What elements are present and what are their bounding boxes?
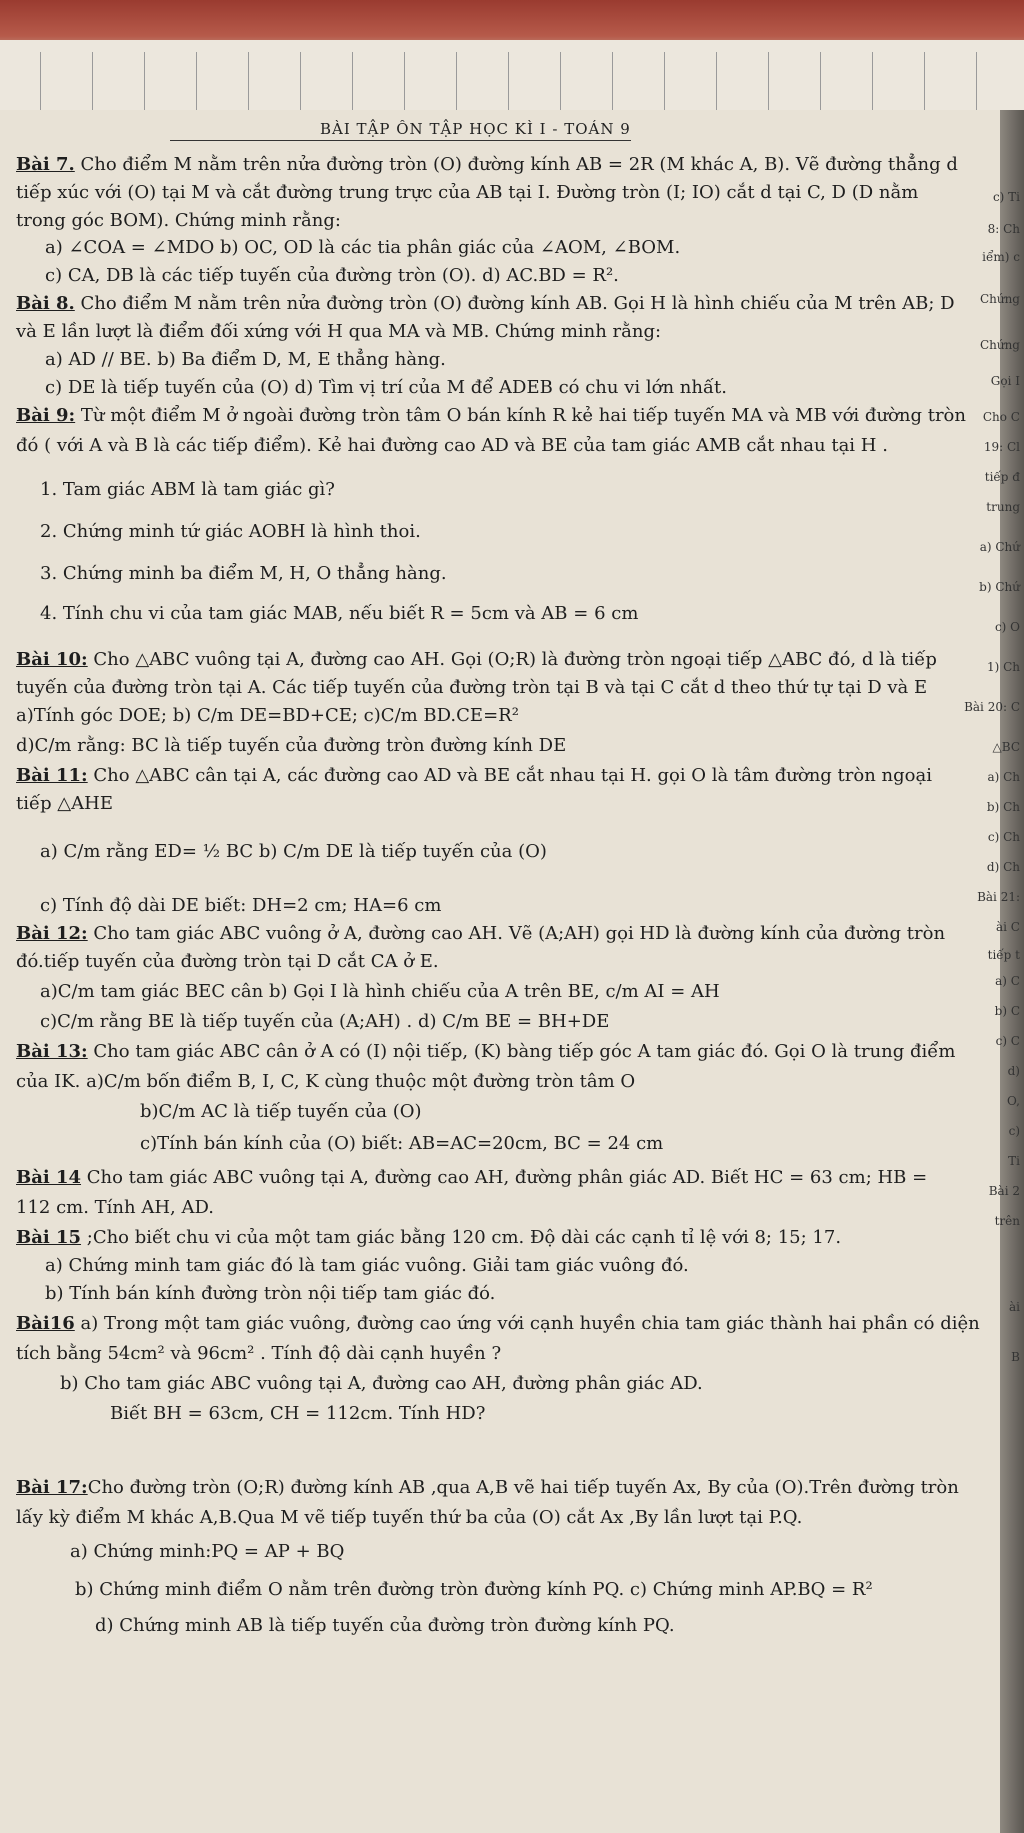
page-title: BÀI TẬP ÔN TẬP HỌC KÌ I - TOÁN 9 xyxy=(320,120,631,138)
line-text: 4. Tính chu vi của tam giác MAB, nếu biết R = 5cm và AB = 6 cm xyxy=(40,603,639,624)
line-text: đó ( với A và B là các tiếp điểm). Kẻ hai đường cao AD và BE của tam giác AMB cắt nhau tại H . xyxy=(16,435,888,456)
exercise-number: Bài 12: xyxy=(16,923,88,944)
margin-fragment: Chứng xyxy=(979,338,1020,352)
line-text: và E lần lượt là điểm đối xứng với H qua MA và MB. Chứng minh rằng: xyxy=(16,321,662,342)
text-line-b16d xyxy=(110,1404,485,1424)
text-line-b14b xyxy=(16,1198,214,1218)
margin-fragment: Bài 20: C xyxy=(964,700,1020,714)
text-line-b12b xyxy=(16,952,439,972)
line-text: Cho △ABC cân tại A, các đường cao AD và BE cắt nhau tại H. gọi O là tâm đường tròn ngoại xyxy=(87,765,932,786)
margin-fragment: 8: Ch xyxy=(987,222,1020,236)
text-line-b13d xyxy=(140,1134,663,1154)
text-line-b9a xyxy=(16,406,966,426)
margin-fragment: c) Ch xyxy=(987,830,1020,844)
line-text: a) C/m rằng ED= ½ BC b) C/m DE là tiếp tuyến của (O) xyxy=(40,841,547,862)
text-line-b17e xyxy=(95,1616,675,1636)
margin-fragment: trung xyxy=(986,500,1020,514)
line-text: a)Tính góc DOE; b) C/m DE=BD+CE; c)C/m BD.CE=R² xyxy=(16,705,519,726)
exercise-number: Bài 11: xyxy=(16,765,88,786)
line-text: 112 cm. Tính AH, AD. xyxy=(16,1197,214,1218)
line-text: Cho đường tròn (O;R) đường kính AB ,qua A,B vẽ hai tiếp tuyến Ax, By của (O).Trên đường tròn xyxy=(87,1477,959,1498)
margin-fragment: b) Ch xyxy=(986,800,1020,814)
exercise-number: Bài 15 xyxy=(16,1227,82,1248)
line-text: c) DE là tiếp tuyến của (O) d) Tìm vị trí của M để ADEB có chu vi lớn nhất. xyxy=(45,377,727,398)
line-text: trong góc BOM). Chứng minh rằng: xyxy=(16,210,341,231)
line-text: c)C/m rằng BE là tiếp tuyến của (A;AH) . d) C/m BE = BH+DE xyxy=(40,1011,610,1032)
text-line-b17d xyxy=(75,1580,873,1600)
margin-fragment: tiếp đ xyxy=(984,470,1020,484)
margin-fragment: b) C xyxy=(994,1004,1020,1018)
text-line-b15a xyxy=(16,1228,841,1248)
line-text: Cho △ABC vuông tại A, đường cao AH. Gọi (O;R) là đường tròn ngoại tiếp △ABC đó, d là tiếp xyxy=(87,649,937,670)
text-line-b10c xyxy=(16,706,519,726)
text-line-b12a xyxy=(16,924,945,944)
text-line-b7a xyxy=(16,155,958,175)
text-line-b12d xyxy=(40,1012,609,1032)
text-line-b16c xyxy=(60,1374,703,1394)
line-text: a) Chứng minh tam giác đó là tam giác vuông. Giải tam giác vuông đó. xyxy=(45,1255,689,1276)
exercise-number: Bài 8. xyxy=(16,293,75,314)
line-text: Cho tam giác ABC vuông tại A, đường cao AH, đường phân giác AD. Biết HC = 63 cm; HB = xyxy=(81,1167,928,1188)
line-text: của IK. a)C/m bốn điểm B, I, C, K cùng thuộc một đường tròn tâm O xyxy=(16,1071,636,1092)
line-text: d)C/m rằng: BC là tiếp tuyến của đường tròn đường kính DE xyxy=(16,735,567,756)
line-text: a) Trong một tam giác vuông, đường cao ứng với cạnh huyền chia tam giác thành hai phần có diện xyxy=(74,1313,980,1334)
margin-fragment: c) Ti xyxy=(992,190,1020,204)
text-line-b15b xyxy=(45,1256,689,1276)
line-text: Cho tam giác ABC cân ở A có (I) nội tiếp, (K) bàng tiếp góc A tam giác đó. Gọi O là trung điểm xyxy=(87,1041,956,1062)
exercise-number: Bài 9: xyxy=(16,405,76,426)
text-line-b9b xyxy=(16,436,888,456)
text-line-b11d xyxy=(40,896,441,916)
text-line-b10d xyxy=(16,736,566,756)
line-text: Cho tam giác ABC vuông ở A, đường cao AH. Vẽ (A;AH) gọi HD là đường kính của đường tròn xyxy=(87,923,946,944)
margin-fragment: a) Ch xyxy=(987,770,1020,784)
text-line-b17b xyxy=(16,1508,802,1528)
margin-fragment: ài C xyxy=(996,920,1020,934)
margin-fragment: Gọi I xyxy=(990,374,1020,388)
line-text: b) Chứng minh điểm O nằm trên đường tròn đường kính PQ. c) Chứng minh AP.BQ = R² xyxy=(75,1579,873,1600)
margin-fragment: c) O xyxy=(994,620,1020,634)
margin-fragment: c) xyxy=(1008,1124,1020,1138)
margin-fragment: O, xyxy=(1007,1094,1020,1108)
text-line-b13c xyxy=(140,1102,422,1122)
line-text: b)C/m AC là tiếp tuyến của (O) xyxy=(140,1101,422,1122)
text-line-b10a xyxy=(16,650,937,670)
text-line-b8c xyxy=(45,350,446,370)
text-line-b9f xyxy=(40,604,638,624)
text-line-b17c xyxy=(70,1542,344,1562)
margin-fragment: c) C xyxy=(995,1034,1020,1048)
line-text: 3. Chứng minh ba điểm M, H, O thẳng hàng. xyxy=(40,563,447,584)
margin-fragment: tiếp t xyxy=(987,948,1020,962)
line-text: a) AD // BE. b) Ba điểm D, M, E thẳng hàng. xyxy=(45,349,446,370)
exercise-number: Bài 7. xyxy=(16,154,75,175)
line-text: tuyến của đường tròn tại A. Các tiếp tuyến của đường tròn tại B và tại C cắt d theo thứ tự tại D và E xyxy=(16,677,928,698)
text-line-b16b xyxy=(16,1344,501,1364)
margin-fragment: ài xyxy=(1009,1300,1020,1314)
margin-fragment: 1) Ch xyxy=(986,660,1020,674)
text-line-b16a xyxy=(16,1314,980,1334)
text-line-b11a xyxy=(16,766,932,786)
text-line-b9d xyxy=(40,522,421,542)
line-text: b) Cho tam giác ABC vuông tại A, đường cao AH, đường phân giác AD. xyxy=(60,1373,703,1394)
line-text: Từ một điểm M ở ngoài đường tròn tâm O bán kính R kẻ hai tiếp tuyến MA và MB với đường tròn xyxy=(75,405,966,426)
line-text: tiếp xúc với (O) tại M và cắt đường trung trực của AB tại I. Đường tròn (I; IO) cắt d tại C, D (D nằm xyxy=(16,182,919,203)
margin-fragment: Cho C xyxy=(982,410,1020,424)
text-line-b11c xyxy=(40,842,547,862)
margin-fragment: 19: Cl xyxy=(983,440,1020,454)
margin-fragment: d) xyxy=(1007,1064,1020,1078)
exercise-number: Bài 13: xyxy=(16,1041,88,1062)
margin-fragment: a) C xyxy=(995,974,1020,988)
text-line-b11b xyxy=(16,794,113,814)
margin-fragment: a) Chứ xyxy=(979,540,1020,554)
margin-fragment: Bài 2 xyxy=(988,1184,1020,1198)
line-text: 1. Tam giác ABM là tam giác gì? xyxy=(40,479,335,500)
line-text: a)C/m tam giác BEC cân b) Gọi I là hình chiếu của A trên BE, c/m AI = AH xyxy=(40,981,720,1002)
exercise-number: Bài 10: xyxy=(16,649,88,670)
line-text: a) ∠COA = ∠MDO b) OC, OD là các tia phân giác của ∠AOM, ∠BOM. xyxy=(45,237,681,258)
text-line-b7d xyxy=(45,238,680,258)
margin-fragment: b) Chứ xyxy=(979,580,1020,594)
exercise-number: Bài 17: xyxy=(16,1477,88,1498)
line-text: tích bằng 54cm² và 96cm² . Tính độ dài cạnh huyền ? xyxy=(16,1343,502,1364)
line-text: c) Tính độ dài DE biết: DH=2 cm; HA=6 cm xyxy=(40,895,442,916)
text-line-b14a xyxy=(16,1168,927,1188)
exercise-number: Bài16 xyxy=(16,1313,75,1334)
margin-fragment: Bài 21: xyxy=(977,890,1020,904)
text-line-b15c xyxy=(45,1284,495,1304)
text-line-b13a xyxy=(16,1042,955,1062)
line-text: c) CA, DB là các tiếp tuyến của đường tròn (O). d) AC.BD = R². xyxy=(45,265,619,286)
text-line-b7c xyxy=(16,211,341,231)
margin-fragment: d) Ch xyxy=(986,860,1020,874)
text-line-b7b xyxy=(16,183,918,203)
line-text: 2. Chứng minh tứ giác AOBH là hình thoi. xyxy=(40,521,421,542)
line-text: lấy kỳ điểm M khác A,B.Qua M vẽ tiếp tuyến thứ ba của (O) cắt Ax ,By lần lượt tại P.Q. xyxy=(16,1507,803,1528)
margin-fragment: Chứng xyxy=(979,292,1020,306)
text-line-b8b xyxy=(16,322,661,342)
margin-fragment: △BC xyxy=(992,740,1020,754)
text-line-b17a xyxy=(16,1478,959,1498)
line-text: tiếp △AHE xyxy=(16,793,113,814)
line-text: đó.tiếp tuyến của đường tròn tại D cắt CA ở E. xyxy=(16,951,439,972)
exercise-number: Bài 14 xyxy=(16,1167,82,1188)
text-line-b12c xyxy=(40,982,720,1002)
margin-fragment: Ti xyxy=(1008,1154,1020,1168)
line-text: Cho điểm M nằm trên nửa đường tròn (O) đường kính AB. Gọi H là hình chiếu của M trên AB; D xyxy=(74,293,955,314)
page-edge-shadow xyxy=(1000,110,1024,1833)
text-line-b9c xyxy=(40,480,335,500)
text-line-b13b xyxy=(16,1072,635,1092)
text-line-b7e xyxy=(45,266,619,286)
line-text: ;Cho biết chu vi của một tam giác bằng 120 cm. Độ dài các cạnh tỉ lệ với 8; 15; 17. xyxy=(81,1227,842,1248)
line-text: Biết BH = 63cm, CH = 112cm. Tính HD? xyxy=(110,1403,486,1424)
line-text: a) Chứng minh:PQ = AP + BQ xyxy=(70,1541,345,1562)
margin-fragment: iểm) c xyxy=(982,250,1020,264)
margin-fragment: B xyxy=(1011,1350,1020,1364)
text-line-b10b xyxy=(16,678,927,698)
text-line-b9e xyxy=(40,564,447,584)
line-text: c)Tính bán kính của (O) biết: AB=AC=20cm, BC = 24 cm xyxy=(140,1133,664,1154)
margin-fragment: trên xyxy=(994,1214,1020,1228)
line-text: Cho điểm M nằm trên nửa đường tròn (O) đường kính AB = 2R (M khác A, B). Vẽ đường thẳng d xyxy=(74,154,958,175)
text-line-b8d xyxy=(45,378,727,398)
line-text: b) Tính bán kính đường tròn nội tiếp tam giác đó. xyxy=(45,1283,496,1304)
line-text: d) Chứng minh AB là tiếp tuyến của đường tròn đường kính PQ. xyxy=(95,1615,675,1636)
text-line-b8a xyxy=(16,294,955,314)
